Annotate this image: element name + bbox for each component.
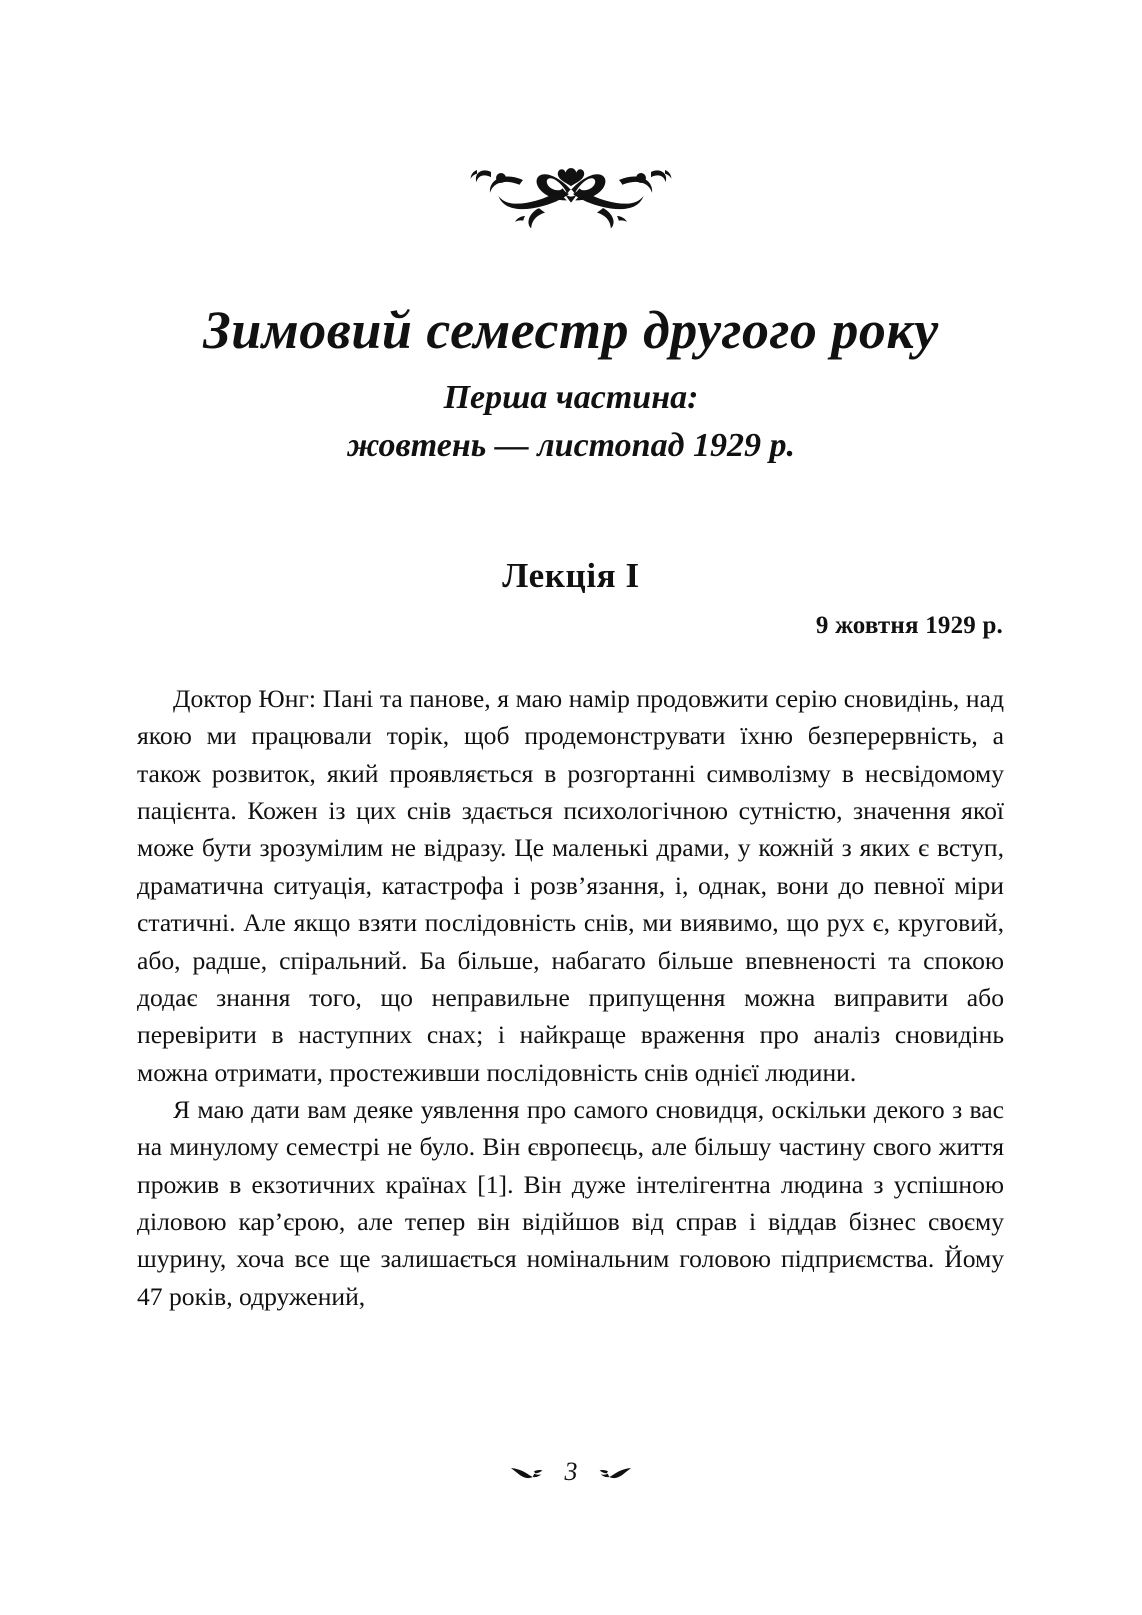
page-footer	[0, 1455, 1142, 1487]
page-number: 3	[564, 1457, 578, 1487]
header-ornament	[0, 150, 1142, 236]
paragraph: Доктор Юнг: Пані та панове, я маю намір продовжити серію сновидінь, над якою ми працювали торік, щоб продемонструвати їхню безперервність, а також розвиток, який проявляється в розгортанні символізму в несвідомому пацієнта. Кожен із цих снів здається психологічною сутністю, значення якої може бути зрозумілим не відразу. Це маленькі драми, у кожній з яких є вступ, драматична ситуація, катастрофа і розв’язання, і, однак, вони до певної міри статичні. Але якщо взяти послідовність снів, ми виявимо, що рух є, круговий, або, радше, спіральний. Ба більше, набагато більше впевненості та спокою додає знання того, що неправильне припущення можна виправити або перевірити в наступних снах; і найкраще враження про аналіз сновидінь можна отримати, простеживши послідовність снів однієї людини.	[137, 684, 1004, 1087]
subtitle-line-1: Перша частина:	[443, 379, 699, 416]
floral-fleuron-icon	[447, 150, 695, 236]
leaf-ornament-icon	[510, 1463, 544, 1481]
subtitle	[0, 374, 1142, 471]
body-text	[137, 680, 1004, 1315]
page-title: Зимовий семестр другого року	[203, 300, 939, 361]
paragraph: Я маю дати вам деяке уявлення про самого сновидця, оскільки декого з вас на минулому семестрі не було. Він європеєць, але більшу частину свого життя прожив в екзотичних країнах [1]. Він дуже інтелігентна людина з успішною діловою кар’єрою, але тепер він відійшов від справ і віддав бізнес своєму шурину, хоча все ще залишається номінальним головою підприємства. Йому 47 років, одружений,	[137, 1094, 1004, 1311]
leaf-ornament-icon	[598, 1463, 632, 1481]
subtitle-line-2: жовтень — листопад 1929 р.	[347, 427, 795, 465]
lecture-date: 9 жовтня 1929 р.	[815, 612, 1003, 639]
lecture-heading: Лекція I	[502, 556, 640, 596]
